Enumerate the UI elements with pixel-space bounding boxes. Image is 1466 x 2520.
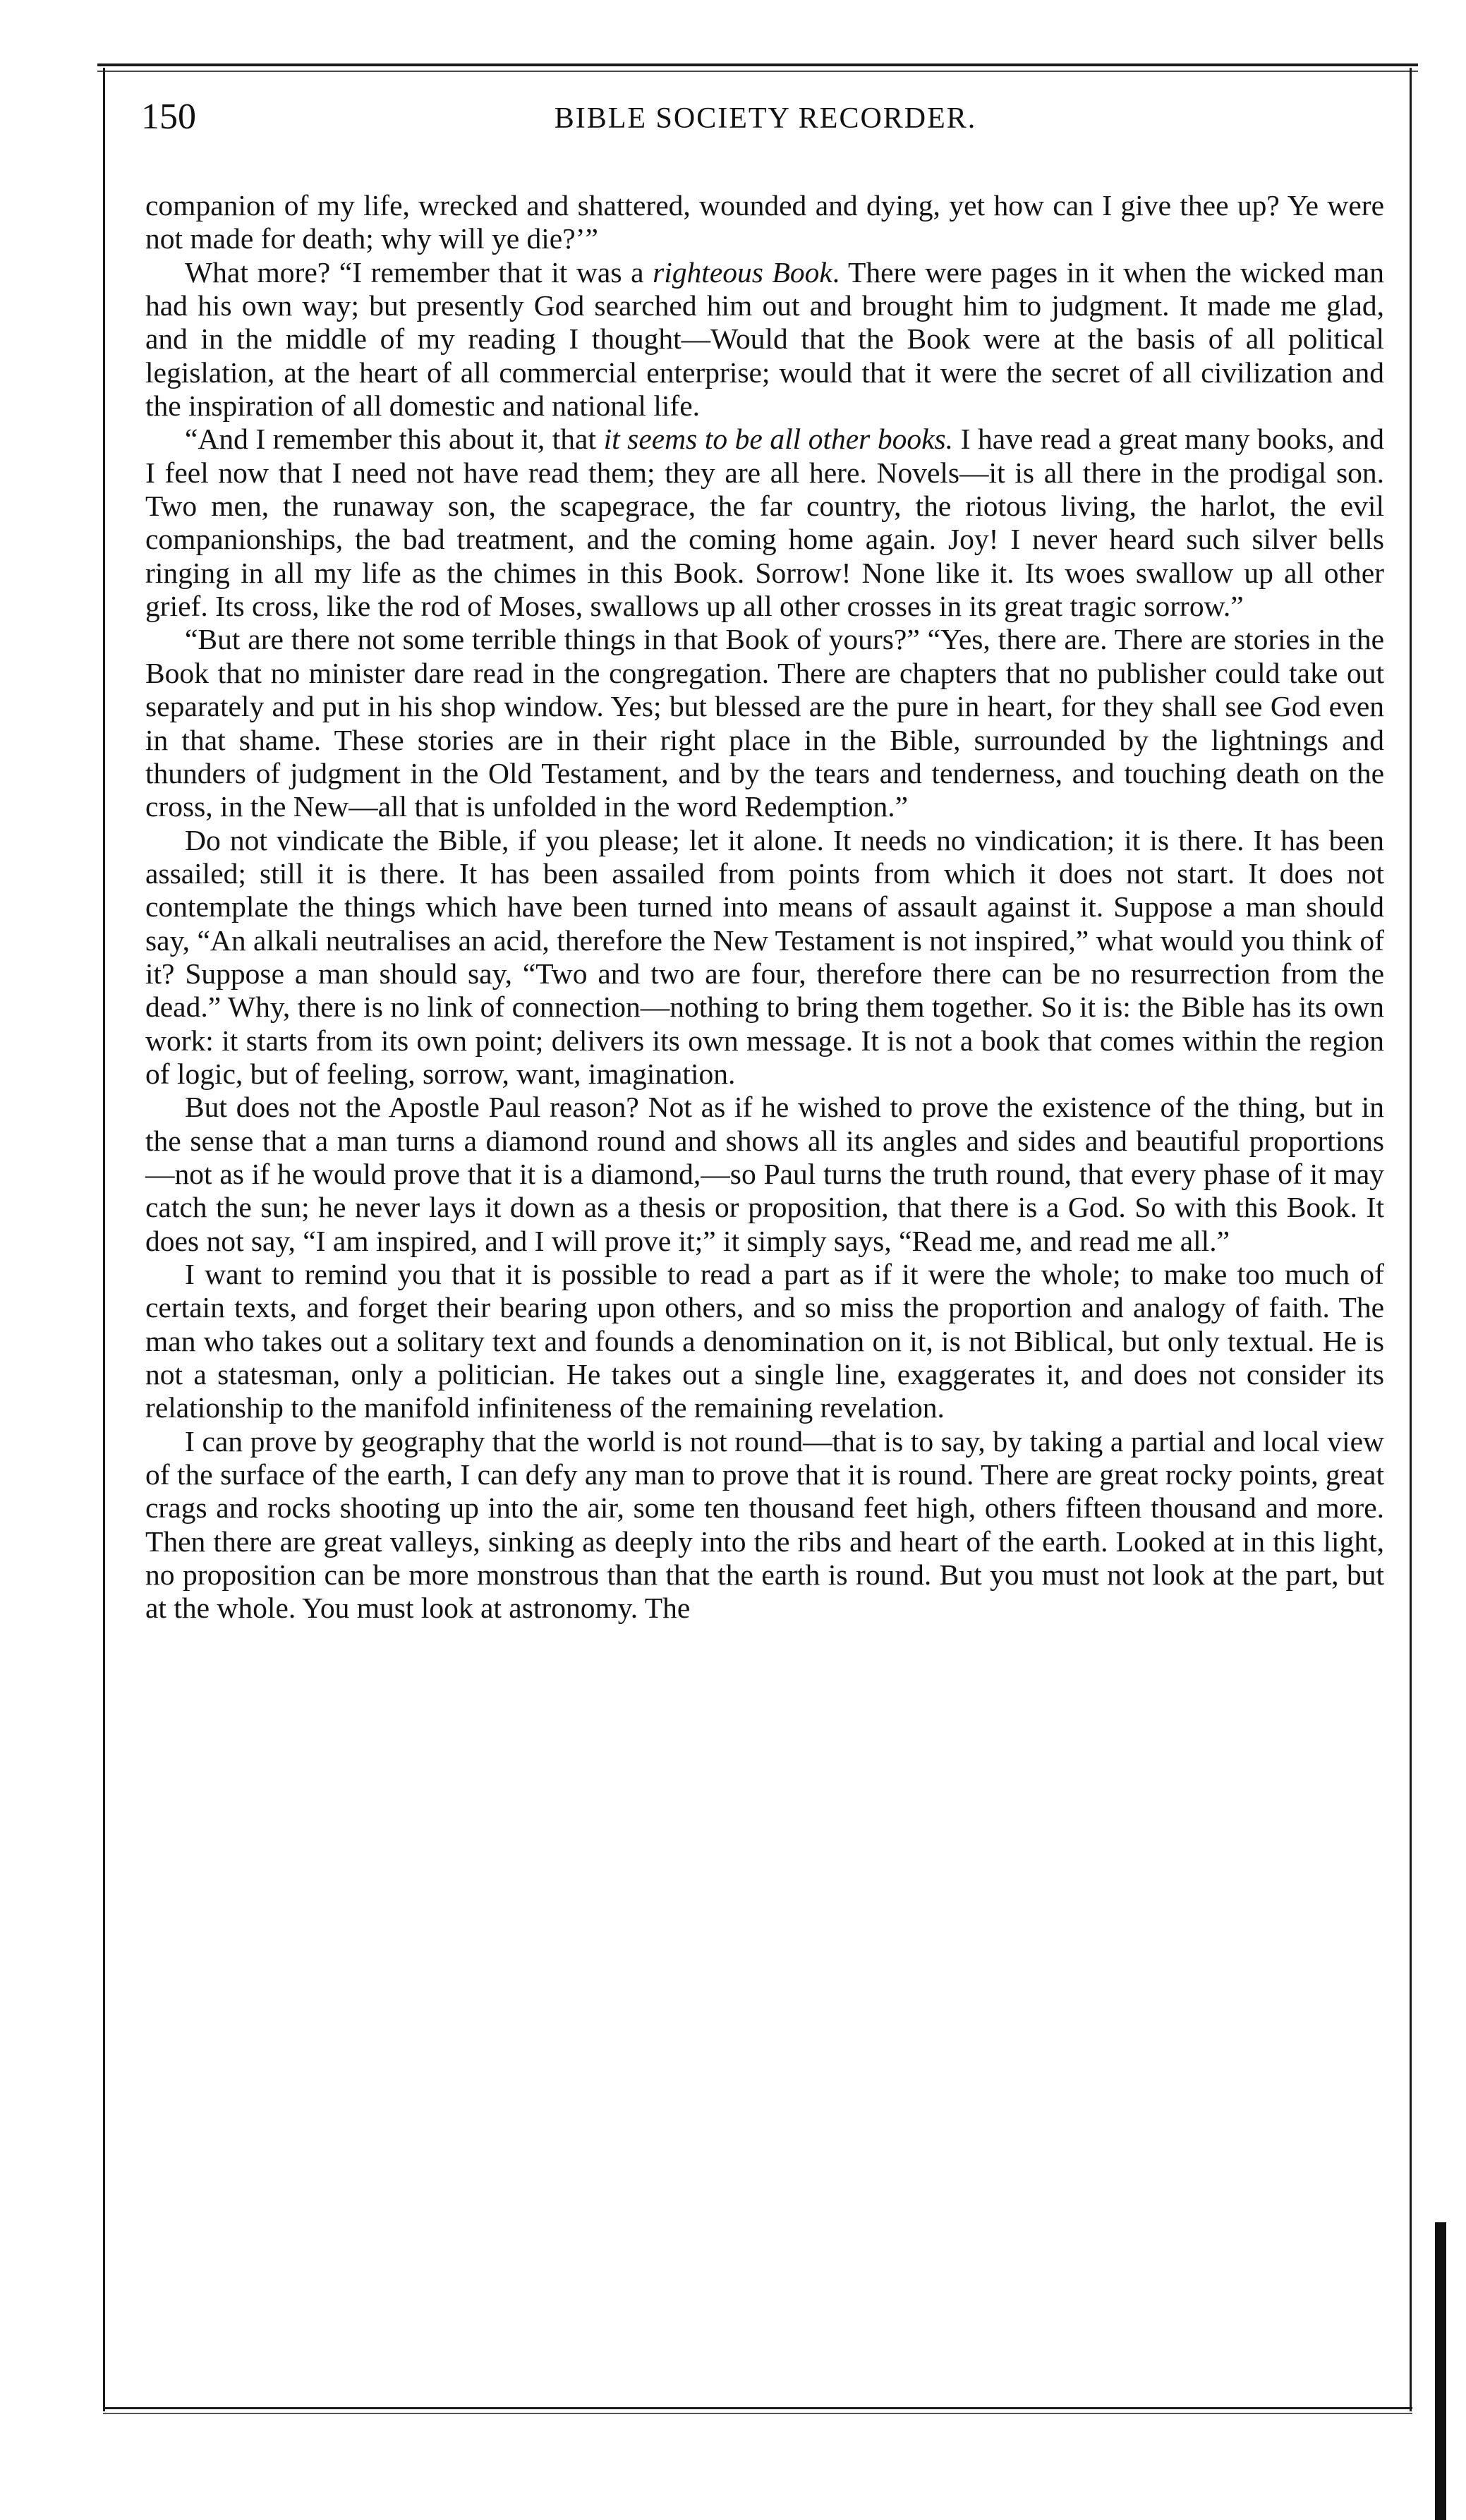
paragraph-text: . There were pages in it when the wicked man had his own way; but presently God searched him out and brought him to judgment. It made me glad, and in the middle of my reading I thought—Would that the Book were at the basis of all political legislation, at the heart of all commercial enterprise; would that it were the secret of all civilization and the inspiration of all domestic and national life. — [145, 255, 1384, 423]
italic-text: righteous Book — [653, 255, 832, 289]
page-header — [141, 96, 1390, 152]
left-border-rule — [103, 68, 105, 2411]
paragraph — [145, 1425, 1384, 1625]
paragraph-text: I have read a great many books, and I feel now that I need not have read them; they are all here. Novels—it is all there in the prodigal son. Two men, the runaway son, the scapegrace, the far country, the riotous living, the harlot, the evil companionships, the bad treatment, and the coming home again. Joy! I never heard such silver bells ringing in all my life as the chimes in this Book. Sorrow! None like it. Its woes swallow up all other grief. Its cross, like the rod of Moses, swallows up all other crosses in its great tragic sorrow.” — [145, 423, 1384, 623]
italic-text: it seems to be all other books. — [603, 423, 954, 456]
paragraph — [145, 256, 1384, 423]
paragraph — [145, 1258, 1384, 1425]
page-edge-shadow — [1435, 2222, 1446, 2520]
article-body — [145, 189, 1384, 1625]
paragraph-text: “And I remember this about it, that — [185, 423, 604, 456]
top-rule — [97, 63, 1418, 66]
paragraph-text: I can prove by geography that the world is not round—that is to say, by taking a partial and local view of the surface of the earth, I can defy any man to prove that it is round. There are great rocky points, great crags and rocks shooting up into the air, some ten thousand feet high, others fifteen thousand and more. Then there are great valleys, sinking as deeply into the ribs and heart of the earth. Looked at in this light, no proposition can be more monstrous than that the earth is round. But you must not look at the part, but at the whole. You must look at astronomy. The — [145, 1424, 1384, 1625]
paragraph-text: But does not the Apostle Paul reason? Not as if he wished to prove the existence of the thing, but in the sense that a man turns a diamond round and shows all its angles and sides and beautiful proportions—not as if he would prove that it is a diamond,—so Paul turns the truth round, that every phase of it may catch the sun; he never lays it down as a thesis or proposition, that there is a God. So with this Book. It does not say, “I am inspired, and I will prove it;” it simply says, “Read me, and read me all.” — [145, 1091, 1384, 1257]
paragraph — [145, 423, 1384, 623]
bottom-rule — [103, 2407, 1412, 2409]
top-rule-thin — [97, 71, 1418, 72]
paragraph — [145, 189, 1384, 256]
paragraph-text: Do not vindicate the Bible, if you please; let it alone. It needs no vindication; it is there. It has been assailed; still it is there. It has been assailed from points from which it does not start. It does not contemplate the things which have been turned into means of assault against it. Suppose a man should say, “An alkali neutralises an acid, therefore the New Testament is not inspired,” what would you think of it? Suppose a man should say, “Two and two are four, therefore there can be no resurrection from the dead.” Why, there is no link of connection—nothing to bring them together. So it is: the Bible has its own work: it starts from its own point; delivers its own message. It is not a book that comes within the region of logic, but of feeling, sorrow, want, imagination. — [145, 823, 1384, 1090]
paragraph-text: I want to remind you that it is possible to read a part as if it were the whole; to make too much of certain texts, and forget their bearing upon others, and so miss the proportion and analogy of faith. The man who takes out a solitary text and founds a denomination on it, is not Biblical, but only textual. He is not a statesman, only a politician. He takes out a single line, exaggerates it, and does not consider its relationship to the manifold infiniteness of the remaining revelation. — [145, 1258, 1384, 1424]
paragraph — [145, 623, 1384, 823]
paragraph — [145, 1091, 1384, 1258]
page-number: 150 — [141, 97, 196, 137]
paragraph — [145, 824, 1384, 1091]
paragraph-text: companion of my life, wrecked and shattered, wounded and dying, yet how can I give thee up? Ye were not made for death; why will ye die?’” — [145, 189, 1384, 255]
right-border-rule — [1410, 68, 1412, 2411]
paragraph-text: What more? “I remember that it was a — [185, 255, 653, 289]
running-head: BIBLE SOCIETY RECORDER. — [554, 102, 977, 135]
bottom-rule-thin — [103, 2413, 1412, 2414]
paragraph-text: “But are there not some terrible things in that Book of yours?” “Yes, there are. There are stories in the Book that no minister dare read in the congregation. There are chapters that no publisher could take out separately and put in his shop window. Yes; but blessed are the pure in heart, for they shall see God even in that shame. These stories are in their right place in the Bible, surrounded by the lightnings and thunders of judgment in the Old Testament, and by the tears and tenderness, and touching death on the cross, in the New—all that is unfolded in the word Redemption.” — [145, 623, 1384, 823]
